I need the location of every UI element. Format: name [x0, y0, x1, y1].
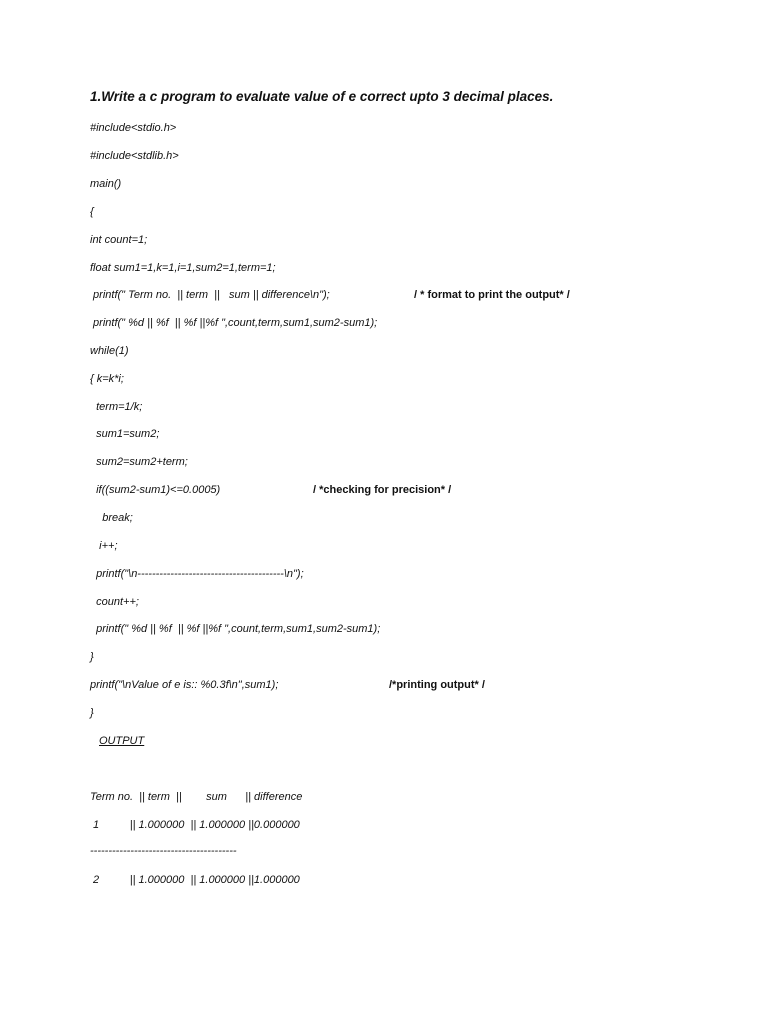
code-line: { k=k*i; — [90, 373, 124, 385]
output-row: 2 || 1.000000 || 1.000000 ||1.000000 — [90, 874, 300, 886]
code-line: printf(" %d || %f || %f ||%f ",count,term,sum1,sum2-sum1); — [90, 623, 381, 635]
output-header: Term no. || term || sum || difference — [90, 791, 303, 803]
code-line: main() — [90, 178, 122, 190]
code-line: #include<stdlib.h> — [90, 150, 179, 162]
code-line: int count=1; — [90, 234, 148, 246]
code-line: i++; — [90, 540, 118, 552]
output-row: 1 || 1.000000 || 1.000000 ||0.000000 — [90, 819, 300, 831]
question-title: 1.Write a c program to evaluate value of e correct upto 3 decimal places. — [90, 89, 554, 104]
code-line: if((sum2-sum1)<=0.0005) — [90, 484, 221, 496]
code-line: printf(" %d || %f || %f ||%f ",count,term,sum1,sum2-sum1); — [90, 317, 378, 329]
code-comment: /*printing output* / — [389, 679, 485, 691]
code-line: sum1=sum2; — [90, 428, 160, 440]
code-line: break; — [90, 512, 133, 524]
code-line: term=1/k; — [90, 401, 143, 413]
code-comment: / *checking for precision* / — [313, 484, 452, 496]
output-heading: OUTPUT — [99, 735, 145, 747]
code-line: float sum1=1,k=1,i=1,sum2=1,term=1; — [90, 262, 276, 274]
code-line: printf("\n----------------------------------------\n"); — [90, 568, 304, 580]
code-line: { — [90, 206, 94, 218]
code-line: #include<stdio.h> — [90, 122, 177, 134]
code-line: printf(" Term no. || term || sum || difference\n"); — [90, 289, 330, 301]
code-line: printf("\nValue of e is:: %0.3f\n",sum1); — [90, 679, 279, 691]
code-line: } — [90, 707, 94, 719]
code-line: count++; — [90, 596, 139, 608]
code-line: while(1) — [90, 345, 129, 357]
code-line: sum2=sum2+term; — [90, 456, 188, 468]
code-comment: / * format to print the output* / — [414, 289, 570, 301]
output-divider: ---------------------------------------- — [90, 845, 237, 857]
code-line: } — [90, 651, 94, 663]
